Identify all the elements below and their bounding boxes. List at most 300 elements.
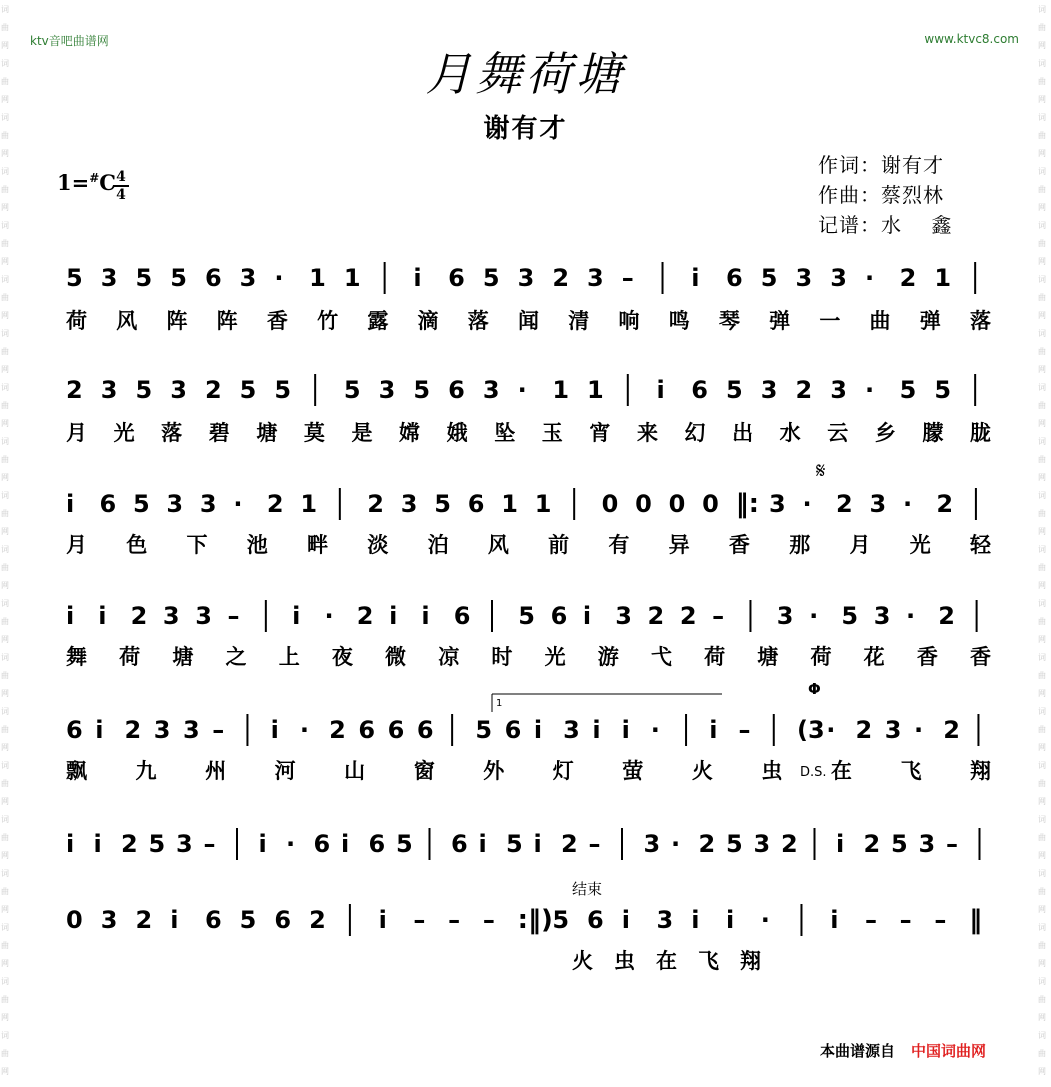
- watermark-char: 词: [1, 599, 9, 608]
- lyric-char: 露: [367, 309, 389, 333]
- watermark-char: 词: [1038, 383, 1046, 392]
- note: 6: [416, 716, 434, 744]
- lyric-char: 胧: [970, 421, 991, 445]
- note: 5: [135, 376, 153, 404]
- lyric-char: 鸣: [668, 309, 690, 333]
- lyricist-credit: 作词：谢有才: [818, 153, 944, 177]
- note: –: [946, 830, 958, 858]
- lyric-char: 州: [205, 759, 227, 783]
- watermark-char: 网: [1, 473, 9, 482]
- lyric-char: 云: [827, 421, 849, 445]
- note: i: [170, 906, 179, 934]
- note: ·: [902, 490, 913, 518]
- watermark-char: 曲: [1038, 131, 1046, 140]
- note: 2: [647, 602, 665, 630]
- watermark-char: 网: [1038, 1013, 1046, 1022]
- note: 2: [836, 490, 853, 518]
- note: 2: [943, 716, 960, 744]
- note: i: [621, 906, 631, 934]
- watermark-char: 网: [1, 419, 9, 428]
- lyric-char: 飘: [66, 759, 87, 783]
- lyric-char: 落: [970, 309, 991, 333]
- watermark-char: 词: [1038, 923, 1046, 932]
- watermark-char: 网: [1, 689, 9, 698]
- watermark-char: 网: [1038, 149, 1046, 158]
- lyric-char: 在: [656, 949, 677, 973]
- note: 0: [702, 490, 719, 518]
- watermark-char: 词: [1, 5, 9, 14]
- note: 5: [135, 264, 153, 292]
- watermark-char: 曲: [1038, 77, 1046, 86]
- note: 5: [148, 830, 166, 858]
- lyric-char: 弹: [769, 309, 791, 333]
- watermark-char: 曲: [1038, 185, 1046, 194]
- note: ·: [286, 830, 296, 858]
- watermark-char: 曲: [1, 563, 9, 572]
- lyric-char: 塘: [757, 645, 779, 669]
- lyric-char: 夜: [331, 645, 353, 669]
- watermark-char: 网: [1038, 797, 1046, 806]
- footer-source: [820, 1040, 986, 1061]
- watermark-char: 网: [1038, 473, 1046, 482]
- note: 5: [726, 376, 743, 404]
- note: 3: [753, 830, 771, 858]
- watermark-char: 曲: [1038, 23, 1046, 32]
- note: 1: [534, 490, 552, 518]
- note: 2: [552, 264, 570, 292]
- watermark-char: 曲: [1038, 833, 1046, 842]
- watermark-char: 词: [1, 59, 9, 68]
- lyric-char: 河: [274, 759, 296, 783]
- note: 3: [869, 490, 887, 518]
- lyric-char: 香: [728, 533, 750, 557]
- watermark-char: 词: [1038, 113, 1046, 122]
- note: i: [93, 830, 102, 858]
- watermark-char: 曲: [1038, 1049, 1046, 1058]
- lyric-char: 落: [467, 309, 489, 333]
- note: 5: [482, 264, 500, 292]
- watermark-char: 词: [1, 653, 9, 662]
- watermark-char: 网: [1, 905, 9, 914]
- note: i: [709, 716, 718, 744]
- watermark-char: 网: [1, 203, 9, 212]
- watermark-char: 网: [1, 635, 9, 644]
- footer-source-label: 本曲谱源自: [820, 1042, 896, 1060]
- note: 3: [615, 602, 632, 630]
- watermark-char: 曲: [1038, 455, 1046, 464]
- note: –: [712, 602, 725, 630]
- lyric-char: 香: [266, 309, 288, 333]
- watermark-char: 词: [1, 869, 9, 878]
- time-bottom: 4: [116, 187, 126, 203]
- note: i: [413, 264, 422, 292]
- note: –: [621, 264, 634, 292]
- note: 3: [884, 716, 902, 744]
- note: –: [934, 906, 947, 934]
- note: ·: [233, 490, 243, 518]
- watermark-char: 词: [1038, 1031, 1046, 1040]
- note: 5: [239, 376, 257, 404]
- watermark-char: 网: [1, 41, 9, 50]
- watermark-char: 曲: [1038, 779, 1046, 788]
- lyric-char: 娥: [446, 421, 468, 445]
- note: –: [448, 906, 461, 934]
- watermark-char: 网: [1038, 581, 1046, 590]
- note: i: [270, 716, 279, 744]
- note: 2: [124, 716, 142, 744]
- note: 2: [795, 376, 813, 404]
- note: ·: [274, 264, 284, 292]
- note: ·: [864, 264, 875, 292]
- note: 6: [587, 906, 604, 934]
- note: i: [836, 830, 845, 858]
- watermark-char: 词: [1038, 59, 1046, 68]
- note: 6: [368, 830, 386, 858]
- lyric-char: 阵: [166, 309, 188, 333]
- lyric-char: 山: [344, 759, 366, 783]
- lyric-char: 曲: [869, 309, 891, 333]
- watermark-char: 网: [1, 257, 9, 266]
- watermark-char: 网: [1038, 743, 1046, 752]
- lyric-char: 是: [351, 421, 373, 445]
- watermark-char: 曲: [1038, 563, 1046, 572]
- note: –: [588, 830, 601, 858]
- lyric-char: 舞: [66, 645, 87, 669]
- lyric-char: 淡: [367, 533, 389, 557]
- watermark-char: 网: [1, 743, 9, 752]
- note: ·: [864, 376, 875, 404]
- note: i: [478, 830, 487, 858]
- note: 3: [400, 490, 418, 518]
- note: 3: [830, 376, 847, 404]
- watermark-char: 网: [1, 95, 9, 104]
- watermark-char: 曲: [1038, 347, 1046, 356]
- note: ·: [913, 716, 924, 744]
- note: 3: [918, 830, 936, 858]
- note: i: [621, 716, 630, 744]
- note: 5: [891, 830, 908, 858]
- note: i: [533, 716, 543, 744]
- watermark-char: 词: [1, 815, 9, 824]
- note: 6: [204, 906, 222, 934]
- note: i: [656, 376, 665, 404]
- segno-mark: 𝄋: [816, 459, 826, 484]
- lyric-char: 萤: [622, 759, 644, 783]
- lyric-char: 微: [385, 645, 407, 669]
- ending-mark: 结束: [572, 880, 603, 898]
- note: 6: [274, 906, 292, 934]
- note: 5: [934, 376, 952, 404]
- note: 5: [396, 830, 413, 858]
- note: 6: [387, 716, 405, 744]
- note: i: [592, 716, 601, 744]
- note: 3: [100, 264, 118, 292]
- watermark-char: 网: [1038, 311, 1046, 320]
- lyric-char: 光: [544, 645, 566, 669]
- note: i: [66, 830, 75, 858]
- lyric-char: 火: [572, 949, 593, 973]
- watermark-char: 词: [1038, 275, 1046, 284]
- watermark-char: 曲: [1038, 617, 1046, 626]
- watermark-char: 网: [1038, 635, 1046, 644]
- note: 6: [726, 264, 743, 292]
- key-label: 1=: [57, 170, 90, 195]
- lyric-char: 下: [186, 533, 208, 557]
- note: 5: [506, 830, 523, 858]
- repeat-barline: ‖: [969, 905, 983, 935]
- lyric-char: 翔: [970, 759, 991, 783]
- key-note: C: [99, 170, 116, 195]
- lyric-char: 虫: [614, 949, 635, 973]
- watermark-char: 曲: [1, 347, 9, 356]
- lyric-char: 荷: [810, 645, 832, 669]
- lyric-char: 池: [246, 533, 268, 557]
- watermark-char: 词: [1038, 437, 1046, 446]
- lyric-char: 月: [849, 533, 871, 557]
- note: 2: [266, 490, 284, 518]
- lyric-char: 飞: [900, 759, 922, 783]
- watermark-char: 曲: [1038, 995, 1046, 1004]
- watermark-char: 曲: [1, 239, 9, 248]
- note: 0: [601, 490, 619, 518]
- watermark-char: 曲: [1, 1049, 9, 1058]
- note: 3: [656, 906, 674, 934]
- note: 6: [358, 716, 376, 744]
- note: 3: [162, 602, 180, 630]
- watermark-char: 曲: [1, 995, 9, 1004]
- note: i: [258, 830, 267, 858]
- lyric-char: 荷: [66, 309, 87, 333]
- note: 2: [329, 716, 346, 744]
- watermark-char: 词: [1, 707, 9, 716]
- note: i: [726, 906, 735, 934]
- note: –: [738, 716, 751, 744]
- note: 2: [698, 830, 716, 858]
- lyric-char: 坠: [494, 421, 516, 445]
- lyric-char: 轻: [970, 533, 991, 557]
- note: 2: [130, 602, 148, 630]
- watermark-char: 曲: [1038, 887, 1046, 896]
- watermark-char: 曲: [1, 77, 9, 86]
- watermark-char: 网: [1038, 257, 1046, 266]
- watermark-char: 词: [1038, 869, 1046, 878]
- note: 3: [563, 716, 580, 744]
- time-top: 4: [116, 169, 126, 185]
- watermark-char: 曲: [1038, 509, 1046, 518]
- lyric-char: 幻: [684, 421, 706, 445]
- note: i: [691, 906, 700, 934]
- watermark-char: 词: [1, 1031, 9, 1040]
- lyric-char: 一: [819, 309, 841, 333]
- watermark-char: 曲: [1, 185, 9, 194]
- watermark-char: 网: [1038, 1067, 1046, 1076]
- watermark-char: 词: [1, 491, 9, 500]
- lyric-char: 宵: [589, 421, 611, 445]
- note: 3: [587, 264, 604, 292]
- note: 5: [132, 490, 150, 518]
- watermark-char: 曲: [1, 509, 9, 518]
- note: 5: [760, 264, 778, 292]
- note: ·: [809, 602, 819, 630]
- site-right-label: www.ktvc8.com: [924, 32, 1019, 46]
- watermark-char: 曲: [1, 131, 9, 140]
- watermark-char: 曲: [1038, 401, 1046, 410]
- note: i: [95, 716, 104, 744]
- note: 2: [938, 602, 956, 630]
- watermark-char: 网: [1, 527, 9, 536]
- lyric-char: 异: [668, 533, 690, 557]
- lyric-char: 荷: [119, 645, 141, 669]
- note: 2: [899, 264, 917, 292]
- note: 6: [448, 264, 465, 292]
- watermark-char: 网: [1038, 905, 1046, 914]
- note: i: [691, 264, 700, 292]
- lyric-char: 来: [636, 421, 658, 445]
- note: ·: [671, 830, 681, 858]
- watermark-char: 网: [1038, 365, 1046, 374]
- watermark-char: 网: [1038, 95, 1046, 104]
- watermark-char: 网: [1, 581, 9, 590]
- note: 6: [453, 602, 471, 630]
- note: 6: [66, 716, 83, 744]
- watermark-char: 词: [1038, 977, 1046, 986]
- watermark-char: 网: [1038, 689, 1046, 698]
- note: 2: [863, 830, 881, 858]
- lyric-char: 畔: [307, 533, 329, 557]
- watermark-char: 词: [1, 383, 9, 392]
- watermark-char: 词: [1038, 221, 1046, 230]
- note: 5: [899, 376, 917, 404]
- lyric-char: 飞: [698, 949, 719, 973]
- watermark-char: 词: [1, 761, 9, 770]
- lyric-char: 莫: [303, 421, 325, 445]
- watermark-char: 词: [1038, 707, 1046, 716]
- note: i: [98, 602, 107, 630]
- lyric-char: 凉: [438, 645, 460, 669]
- note: 3: [195, 602, 212, 630]
- song-singer: 谢有才: [483, 114, 568, 144]
- note: 5: [413, 376, 431, 404]
- lyric-char: 清: [568, 309, 590, 333]
- note: 3: [182, 716, 200, 744]
- note: 3: [239, 264, 257, 292]
- note: 2: [121, 830, 138, 858]
- note: i: [66, 602, 75, 630]
- note: 3: [378, 376, 396, 404]
- watermark-char: 网: [1038, 41, 1046, 50]
- note: 3: [170, 376, 187, 404]
- note: 6: [204, 264, 222, 292]
- lyric-char: 火: [691, 759, 713, 783]
- note: 1: [501, 490, 518, 518]
- note: 1: [309, 264, 326, 292]
- note: 3: [482, 376, 500, 404]
- watermark-char: 词: [1, 977, 9, 986]
- watermark-char: 词: [1, 923, 9, 932]
- watermark-char: 词: [1038, 815, 1046, 824]
- lyric-char: 琴: [718, 309, 740, 333]
- note: 2: [936, 490, 954, 518]
- note: 1: [552, 376, 570, 404]
- note: 3: [760, 376, 778, 404]
- lyric-char: 滴: [417, 309, 439, 333]
- note: 3: [199, 490, 217, 518]
- lyric-char: 有: [608, 533, 630, 557]
- note: 3: [100, 906, 118, 934]
- watermark-char: 曲: [1, 671, 9, 680]
- lyric-char: 窗: [413, 759, 435, 783]
- lyric-char: 光: [113, 421, 135, 445]
- note: –: [864, 906, 877, 934]
- watermark-char: 网: [1, 797, 9, 806]
- note: 6: [313, 830, 331, 858]
- note: 5: [343, 376, 361, 404]
- note: 1: [934, 264, 952, 292]
- note: (3: [797, 716, 825, 744]
- lyric-char: 虫: [761, 759, 783, 783]
- note: 3: [176, 830, 193, 858]
- watermark-char: 词: [1, 275, 9, 284]
- lyric-char: 时: [491, 645, 513, 669]
- note: 2: [561, 830, 578, 858]
- lyric-char: 色: [126, 533, 148, 557]
- watermark-char: 网: [1038, 851, 1046, 860]
- note: ·: [826, 716, 836, 744]
- key-sharp: #: [89, 171, 100, 185]
- note: 5: [841, 602, 859, 630]
- lyric-char: 竹: [317, 309, 339, 333]
- note: ·: [517, 376, 527, 404]
- note: 3: [873, 602, 891, 630]
- note: i: [582, 602, 592, 630]
- lyric-char: 荷: [704, 645, 726, 669]
- note: 1: [343, 264, 361, 292]
- watermark-char: 词: [1, 329, 9, 338]
- lyric-char: 在: [830, 759, 852, 783]
- lyric-char: 闻: [518, 309, 539, 333]
- note: 6: [451, 830, 468, 858]
- lyric-char: 乡: [874, 421, 896, 445]
- note: 3: [776, 602, 794, 630]
- watermark-char: 曲: [1, 779, 9, 788]
- note: ·: [299, 716, 310, 744]
- note: ·: [760, 906, 770, 934]
- note: 0: [635, 490, 652, 518]
- watermark-char: 词: [1038, 5, 1046, 14]
- watermark-char: 词: [1, 545, 9, 554]
- watermark-char: 曲: [1, 617, 9, 626]
- lyric-char: 碧: [208, 421, 230, 445]
- watermark-char: 网: [1038, 527, 1046, 536]
- note: –: [203, 830, 216, 858]
- lyric-char: 落: [161, 421, 183, 445]
- lyric-char: 玉: [541, 421, 563, 445]
- watermark-char: 曲: [1, 401, 9, 410]
- watermark-char: 网: [1, 149, 9, 158]
- lyric-char: 那: [789, 533, 811, 557]
- note: 6: [467, 490, 485, 518]
- note: 5: [66, 264, 83, 292]
- lyric-char: 九: [135, 759, 157, 783]
- note: i: [341, 830, 350, 858]
- composer-credit: 作曲：蔡烈林: [818, 183, 944, 207]
- note: 3: [830, 264, 847, 292]
- note: 5: [552, 906, 570, 934]
- lyric-char: 泊: [427, 533, 449, 557]
- lyric-char: 塘: [256, 421, 278, 445]
- lyric-char: 香: [970, 645, 991, 669]
- watermark-char: 曲: [1, 293, 9, 302]
